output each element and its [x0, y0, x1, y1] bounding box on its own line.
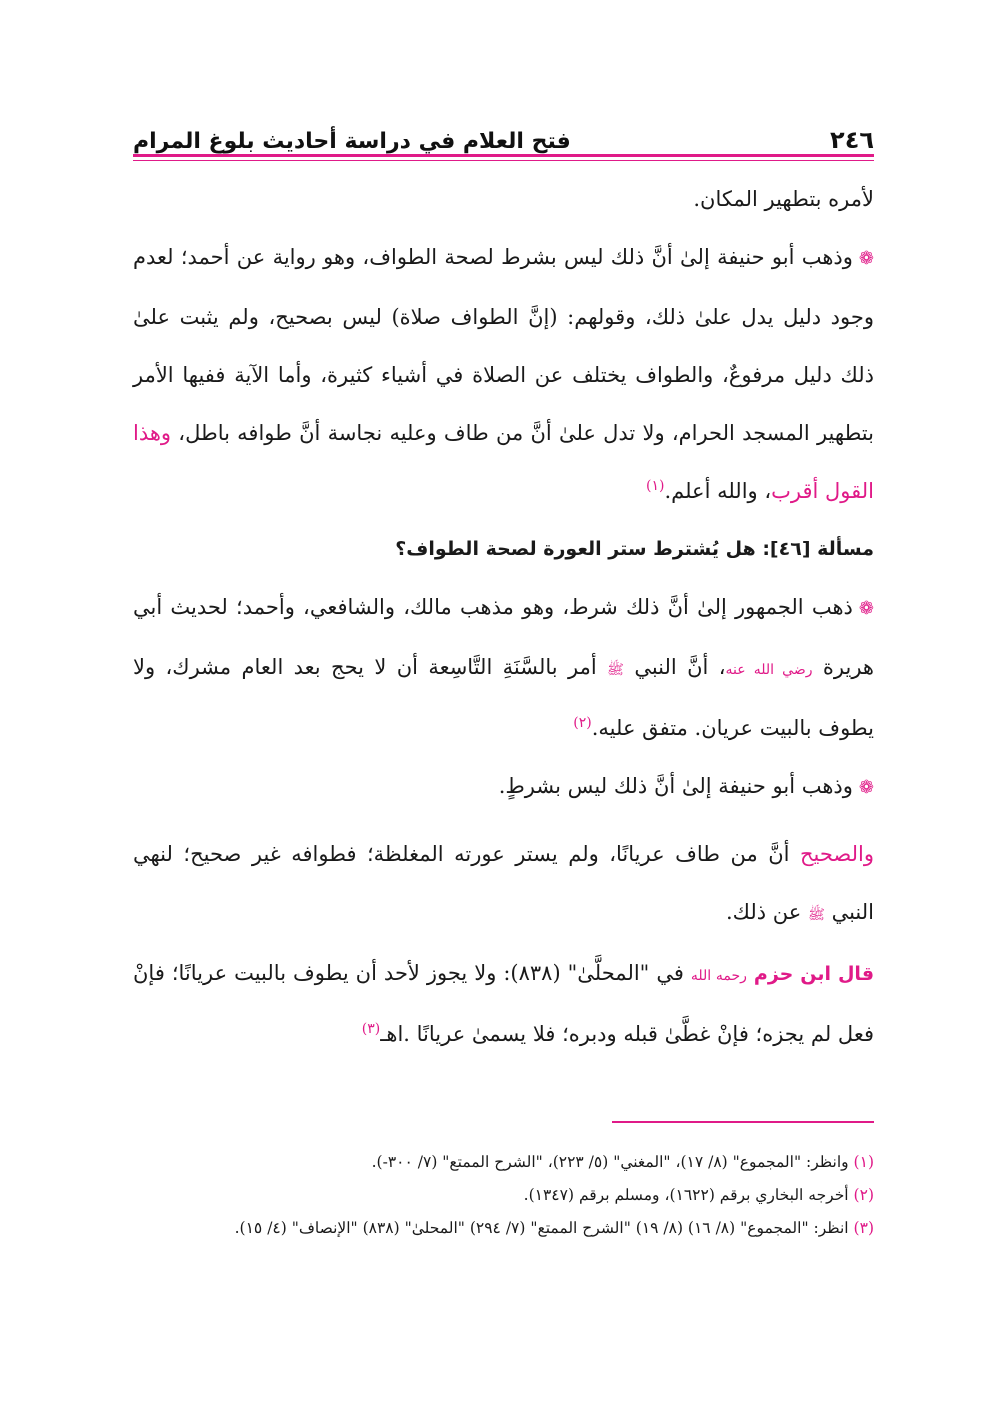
- paragraph-text: ، والله أعلم.: [664, 479, 772, 503]
- highlighted-ruling: والصحيح: [799, 842, 874, 866]
- footnote: [133, 1212, 874, 1245]
- paragraph-text: أمر بالسَّنَةِ التَّاسِعة أن لا يحج بعد العام مشرك، ولا يطوف بالبيت عريان. متفق عليه.: [133, 655, 874, 740]
- highlighted-ruling: وهذا القول أقرب: [133, 421, 874, 503]
- paragraph: [133, 757, 874, 817]
- paragraph: [133, 944, 874, 1063]
- footnote: [133, 1179, 874, 1212]
- header-rule: [133, 154, 874, 157]
- honorific-glyph: رضي الله عنه: [725, 662, 813, 678]
- body-text: [133, 170, 874, 1063]
- page-number: ٢٤٦: [830, 126, 874, 154]
- paragraph: [133, 825, 874, 944]
- rosette-bullet-icon: ❁: [858, 248, 874, 269]
- footnote-rule: [612, 1121, 874, 1123]
- paragraph: لأمره بتطهير المكان.: [693, 187, 874, 211]
- footnote-ref: (٢): [573, 715, 592, 731]
- footnote-number: (٢): [853, 1186, 874, 1204]
- paragraph-text: ذهب الجمهور إلىٰ أنَّ ذلك شرط، وهو مذهب مالك، والشافعي، وأحمد؛ لحديث أبي هريرة: [133, 595, 874, 679]
- paragraph-text: وذهب أبو حنيفة إلىٰ أنَّ ذلك ليس بشرطٍ.: [498, 774, 853, 798]
- footnote-ref: (٣): [361, 1021, 381, 1037]
- footnotes: [133, 1146, 874, 1245]
- footnote-text: وانظر: "المجموع" (٨/ ١٧)، "المغني" (٥/ ٢٢٣)، "الشرح الممتع" (٧/ ٣٠٠-).: [371, 1153, 854, 1171]
- honorific-glyph: رحمه الله: [690, 968, 747, 984]
- footnote-number: (٣): [853, 1219, 874, 1237]
- honorific-glyph: ﷺ: [807, 907, 825, 923]
- footnote-ref: (١): [645, 478, 665, 494]
- rosette-bullet-icon: ❁: [858, 777, 874, 798]
- footnote-text: أخرجه البخاري برقم (١٦٢٢)، ومسلم برقم (١٣٤٧).: [523, 1186, 854, 1204]
- rosette-bullet-icon: ❁: [858, 598, 874, 619]
- footnote: [133, 1146, 874, 1179]
- paragraph-text: أنَّ من طاف عريانًا، ولم يستر عورته المغلظة؛ فطوافه غير صحيح؛ لنهي النبي: [133, 842, 874, 924]
- footnote-number: (١): [853, 1153, 874, 1171]
- issue-heading: مسألة [٤٦]: هل يُشترط ستر العورة لصحة الطواف؟: [395, 538, 874, 560]
- paragraph-text: وذهب أبو حنيفة إلىٰ أنَّ ذلك ليس بشرط لصحة الطواف، وهو رواية عن أحمد؛ لعدم وجود دليل يدل علىٰ ذلك، وقولهم: (إنَّ الطواف صلاة) ليس بصحيح، ولم يثبت علىٰ ذلك دليل مرفوعٌ، والطواف يختلف عن الصلاة في أشياء كثيرة، وأما الآية ففيها الأمر بتطهير المسجد الحرام، ولا تدل علىٰ أنَّ من طاف وعليه نجاسة أنَّ طوافه باطل،: [133, 245, 874, 445]
- quote-author: قال ابن حزم: [753, 963, 875, 985]
- header-rule-thin: [133, 160, 874, 161]
- paragraph-text: في "المحلَّىٰ" (٨٣٨): ولا يجوز لأحد أن يطوف بالبيت عريانًا؛ فإنْ فعل لم يجزه؛ فإنْ غطَّىٰ قبله ودبره؛ فلا يسمىٰ عريانًا .اهـ: [133, 961, 874, 1046]
- paragraph-text: ، أنَّ النبي: [623, 655, 726, 679]
- paragraph: [133, 578, 874, 757]
- honorific-glyph: ﷺ: [607, 662, 624, 678]
- book-title: فتح العلام في دراسة أحاديث بلوغ المرام: [133, 129, 571, 154]
- running-header: [133, 118, 874, 154]
- paragraph: [133, 228, 874, 520]
- footnote-text: انظر: "المجموع" (٨/ ١٦) (٨/ ١٩) "الشرح الممتع" (٧/ ٢٩٤) "المحلىٰ" (٨٣٨) "الإنصاف" (٤/ ١٥).: [234, 1219, 854, 1237]
- paragraph-text: عن ذلك.: [725, 900, 808, 924]
